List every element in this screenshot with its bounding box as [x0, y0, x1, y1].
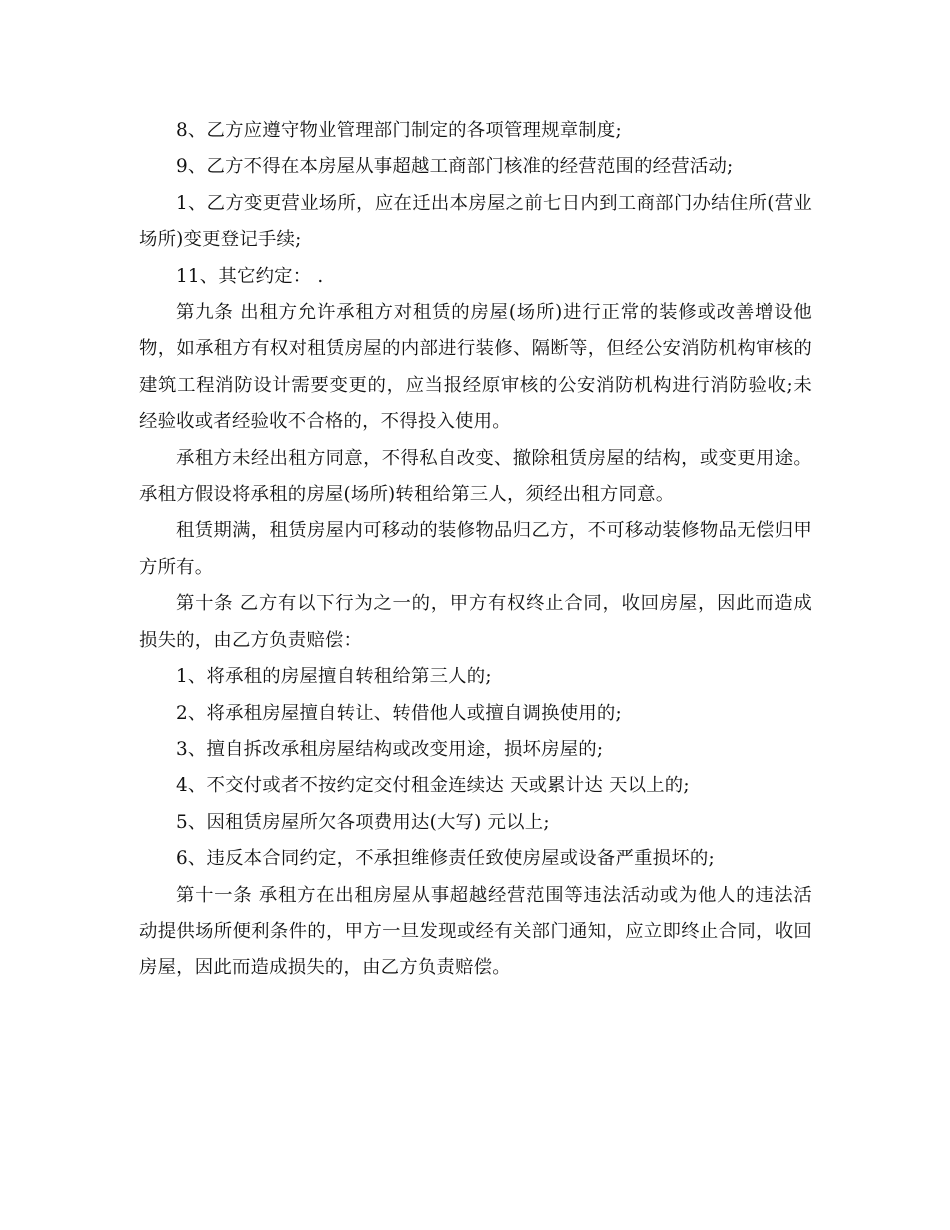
- clause-10-change-premises: 1、乙方变更营业场所，应在迁出本房屋之前七日内到工商部门办结住所(营业场所)变更登记手续;: [139, 192, 812, 251]
- article-10-item-1: 1、将承租的房屋擅自转租给第三人的;: [176, 666, 492, 688]
- article-9-no-structural-change: 承租方未经出租方同意，不得私自改变、撤除租赁房屋的结构，或变更用途。承租方假设将承租的房屋(场所)转租给第三人，须经出租方同意。: [139, 447, 812, 506]
- article-10-termination: 第十条 乙方有以下行为之一的，甲方有权终止合同，收回房屋，因此而造成损失的，由乙方负责赔偿：: [139, 593, 812, 651]
- article-10-item-5: 5、因租赁房屋所欠各项费用达(大写) 元以上;: [176, 811, 550, 833]
- article-10-item-3: 3、擅自拆改承租房屋结构或改变用途，损坏房屋的;: [176, 738, 604, 760]
- article-10-item-2: 2、将承租房屋擅自转让、转借他人或擅自调换使用的;: [176, 702, 622, 724]
- clause-8-rules: 8、乙方应遵守物业管理部门制定的各项管理规章制度;: [176, 120, 622, 141]
- document-body: [139, 113, 812, 987]
- article-9-renovation: 第九条 出租方允许承租方对租赁的房屋(场所)进行正常的装修或改善增设他物，如承租方有权对租赁房屋的内部进行装修、隔断等，但经公安消防机构审核的建筑工程消防设计需要变更的，应当报经原审核的公安消防机构进行消防验收;未经验收或者经验收不合格的，不得投入使用。: [139, 302, 812, 433]
- clause-11-other-agreements: 11、其它约定： .: [176, 265, 324, 287]
- article-9-lease-expiry: 租赁期满，租赁房屋内可移动的装修物品归乙方，不可移动装修物品无偿归甲方所有。: [139, 520, 812, 578]
- clause-9-business-scope: 9、乙方不得在本房屋从事超越工商部门核准的经营范围的经营活动;: [176, 156, 734, 178]
- article-11-illegal-activities: 第十一条 承租方在出租房屋从事超越经营范围等违法活动或为他人的违法活动提供场所便利条件的，甲方一旦发现或经有关部门通知，应立即终止合同，收回房屋，因此而造成损失的，由乙方负责赔偿。: [139, 884, 812, 979]
- article-10-item-4: 4、不交付或者不按约定交付租金连续达 天或累计达 天以上的;: [176, 775, 690, 797]
- article-10-item-6: 6、违反本合同约定，不承担维修责任致使房屋或设备严重损坏的;: [176, 848, 715, 870]
